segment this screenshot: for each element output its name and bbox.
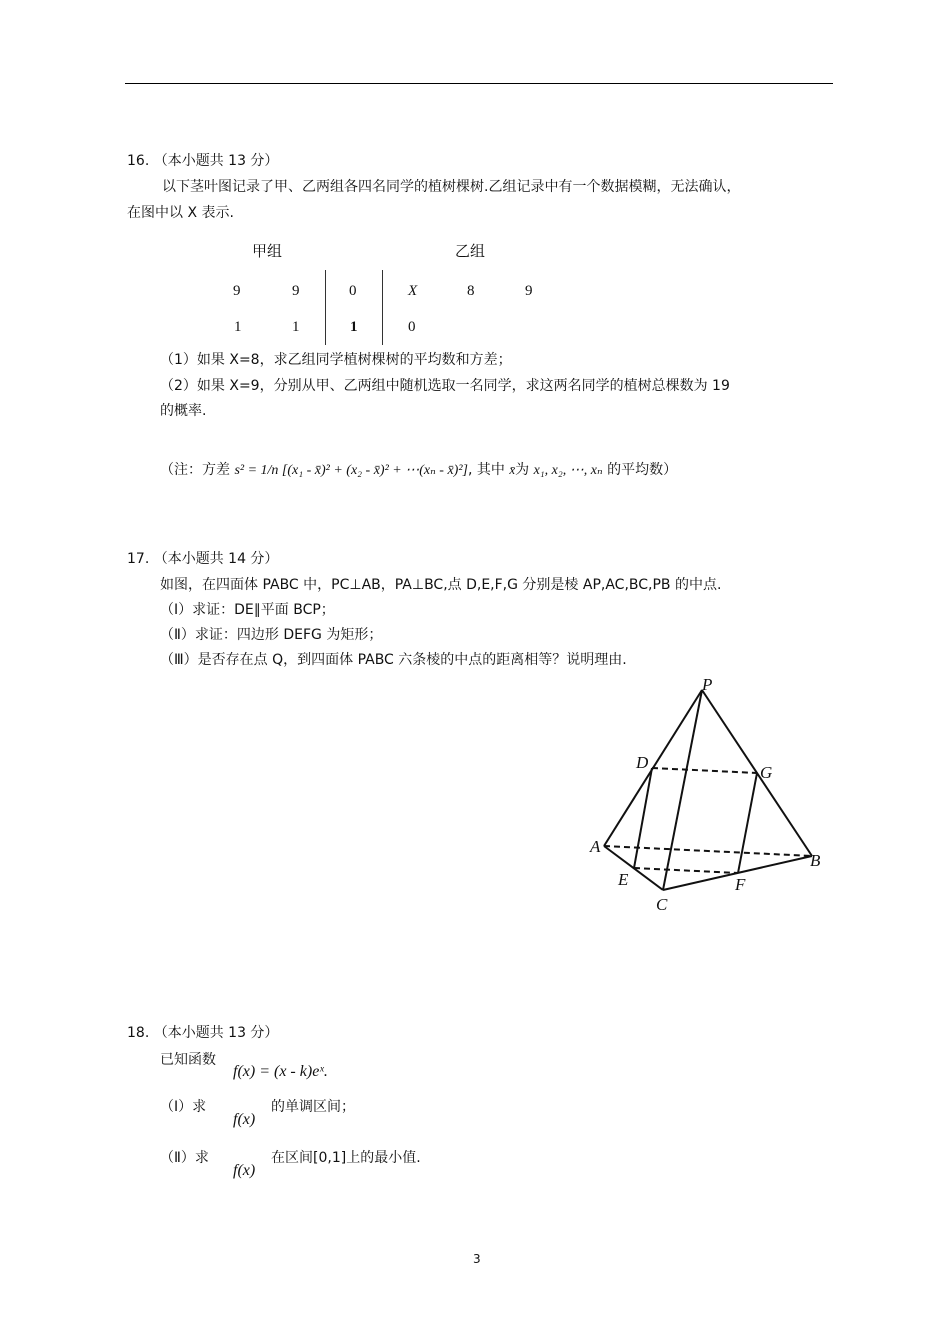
leaf: 1 [234,319,242,335]
q18-part1-prefix: （Ⅰ）求 [160,1099,207,1115]
q18-part1-suffix: 的单调区间； [271,1099,355,1115]
page-number: 3 [473,1252,481,1266]
q18-part2-suffix: 在区间[0,1]上的最小值. [271,1150,421,1166]
q16-intro-line1: 以下茎叶图记录了甲、乙两组各四名同学的植树棵树.乙组记录中有一个数据模糊，无法确认， [162,179,741,195]
q17-part3: （Ⅲ）是否存在点 Q，到四面体 PABC 六条棱的中点的距离相等？说明理由. [160,652,627,668]
label-G: G [760,763,773,782]
q16-part2: （2）如果 X=9，分别从甲、乙两组中随机选取一名同学，求这两名同学的植树总棵数为 19 [160,378,730,394]
q18-heading: 18. （本小题共 13 分） [127,1025,279,1041]
label-D: D [636,753,649,772]
leaf: 9 [525,283,533,299]
q17-part1: （Ⅰ）求证：DE∥平面 BCP； [160,602,335,618]
q17-part2: （Ⅱ）求证：四边形 DEFG 为矩形； [160,627,383,643]
edge-AB [604,846,812,856]
label-F: F [735,875,746,894]
leaf: 1 [292,319,300,335]
label-P: P [702,675,713,694]
q16-part2-cont: 的概率. [160,403,207,419]
stem: 0 [349,283,357,299]
stem: 1 [350,319,358,335]
segment-DG [652,768,757,773]
q18-part2-f: f(x) [233,1162,256,1179]
q16-part1: （1）如果 X=8，求乙组同学植树棵树的平均数和方差； [160,352,512,368]
q18-part1-f: f(x) [233,1111,256,1128]
q18-function: f(x) = (x - k)eˣ. [233,1063,328,1080]
q16-note: （注：方差 s² = 1/n [(x₁ - x̄)² + (x₂ - x̄)² + ⋯(xₙ - x̄)²], 其中 x̄为 x₁, x₂, ⋯, xₙ 的平均数） [160,462,678,478]
q17-intro: 如图，在四面体 PABC 中，PC⊥AB，PA⊥BC,点 D,E,F,G 分别是棱 AP,AC,BC,PB 的中点. [160,577,722,593]
segment-EF [634,868,738,873]
leaf: 9 [292,283,300,299]
q18-part2-prefix: （Ⅱ）求 [160,1150,209,1166]
label-C: C [656,895,668,914]
q16-heading: 16. （本小题共 13 分） [127,153,279,169]
leaf: 0 [408,319,416,335]
leaf: X [408,283,418,299]
segment-GF [738,773,757,873]
label-B: B [810,851,821,870]
right-header: 乙组 [455,244,486,260]
leaf: 8 [467,283,475,299]
label-A: A [590,837,601,856]
left-header: 甲组 [252,244,283,260]
q16-intro-line2: 在图中以 X 表示. [127,205,234,221]
label-E: E [618,870,629,889]
leaf: 9 [233,283,241,299]
q17-heading: 17. （本小题共 14 分） [127,551,279,567]
q18-intro: 已知函数 [160,1052,216,1068]
